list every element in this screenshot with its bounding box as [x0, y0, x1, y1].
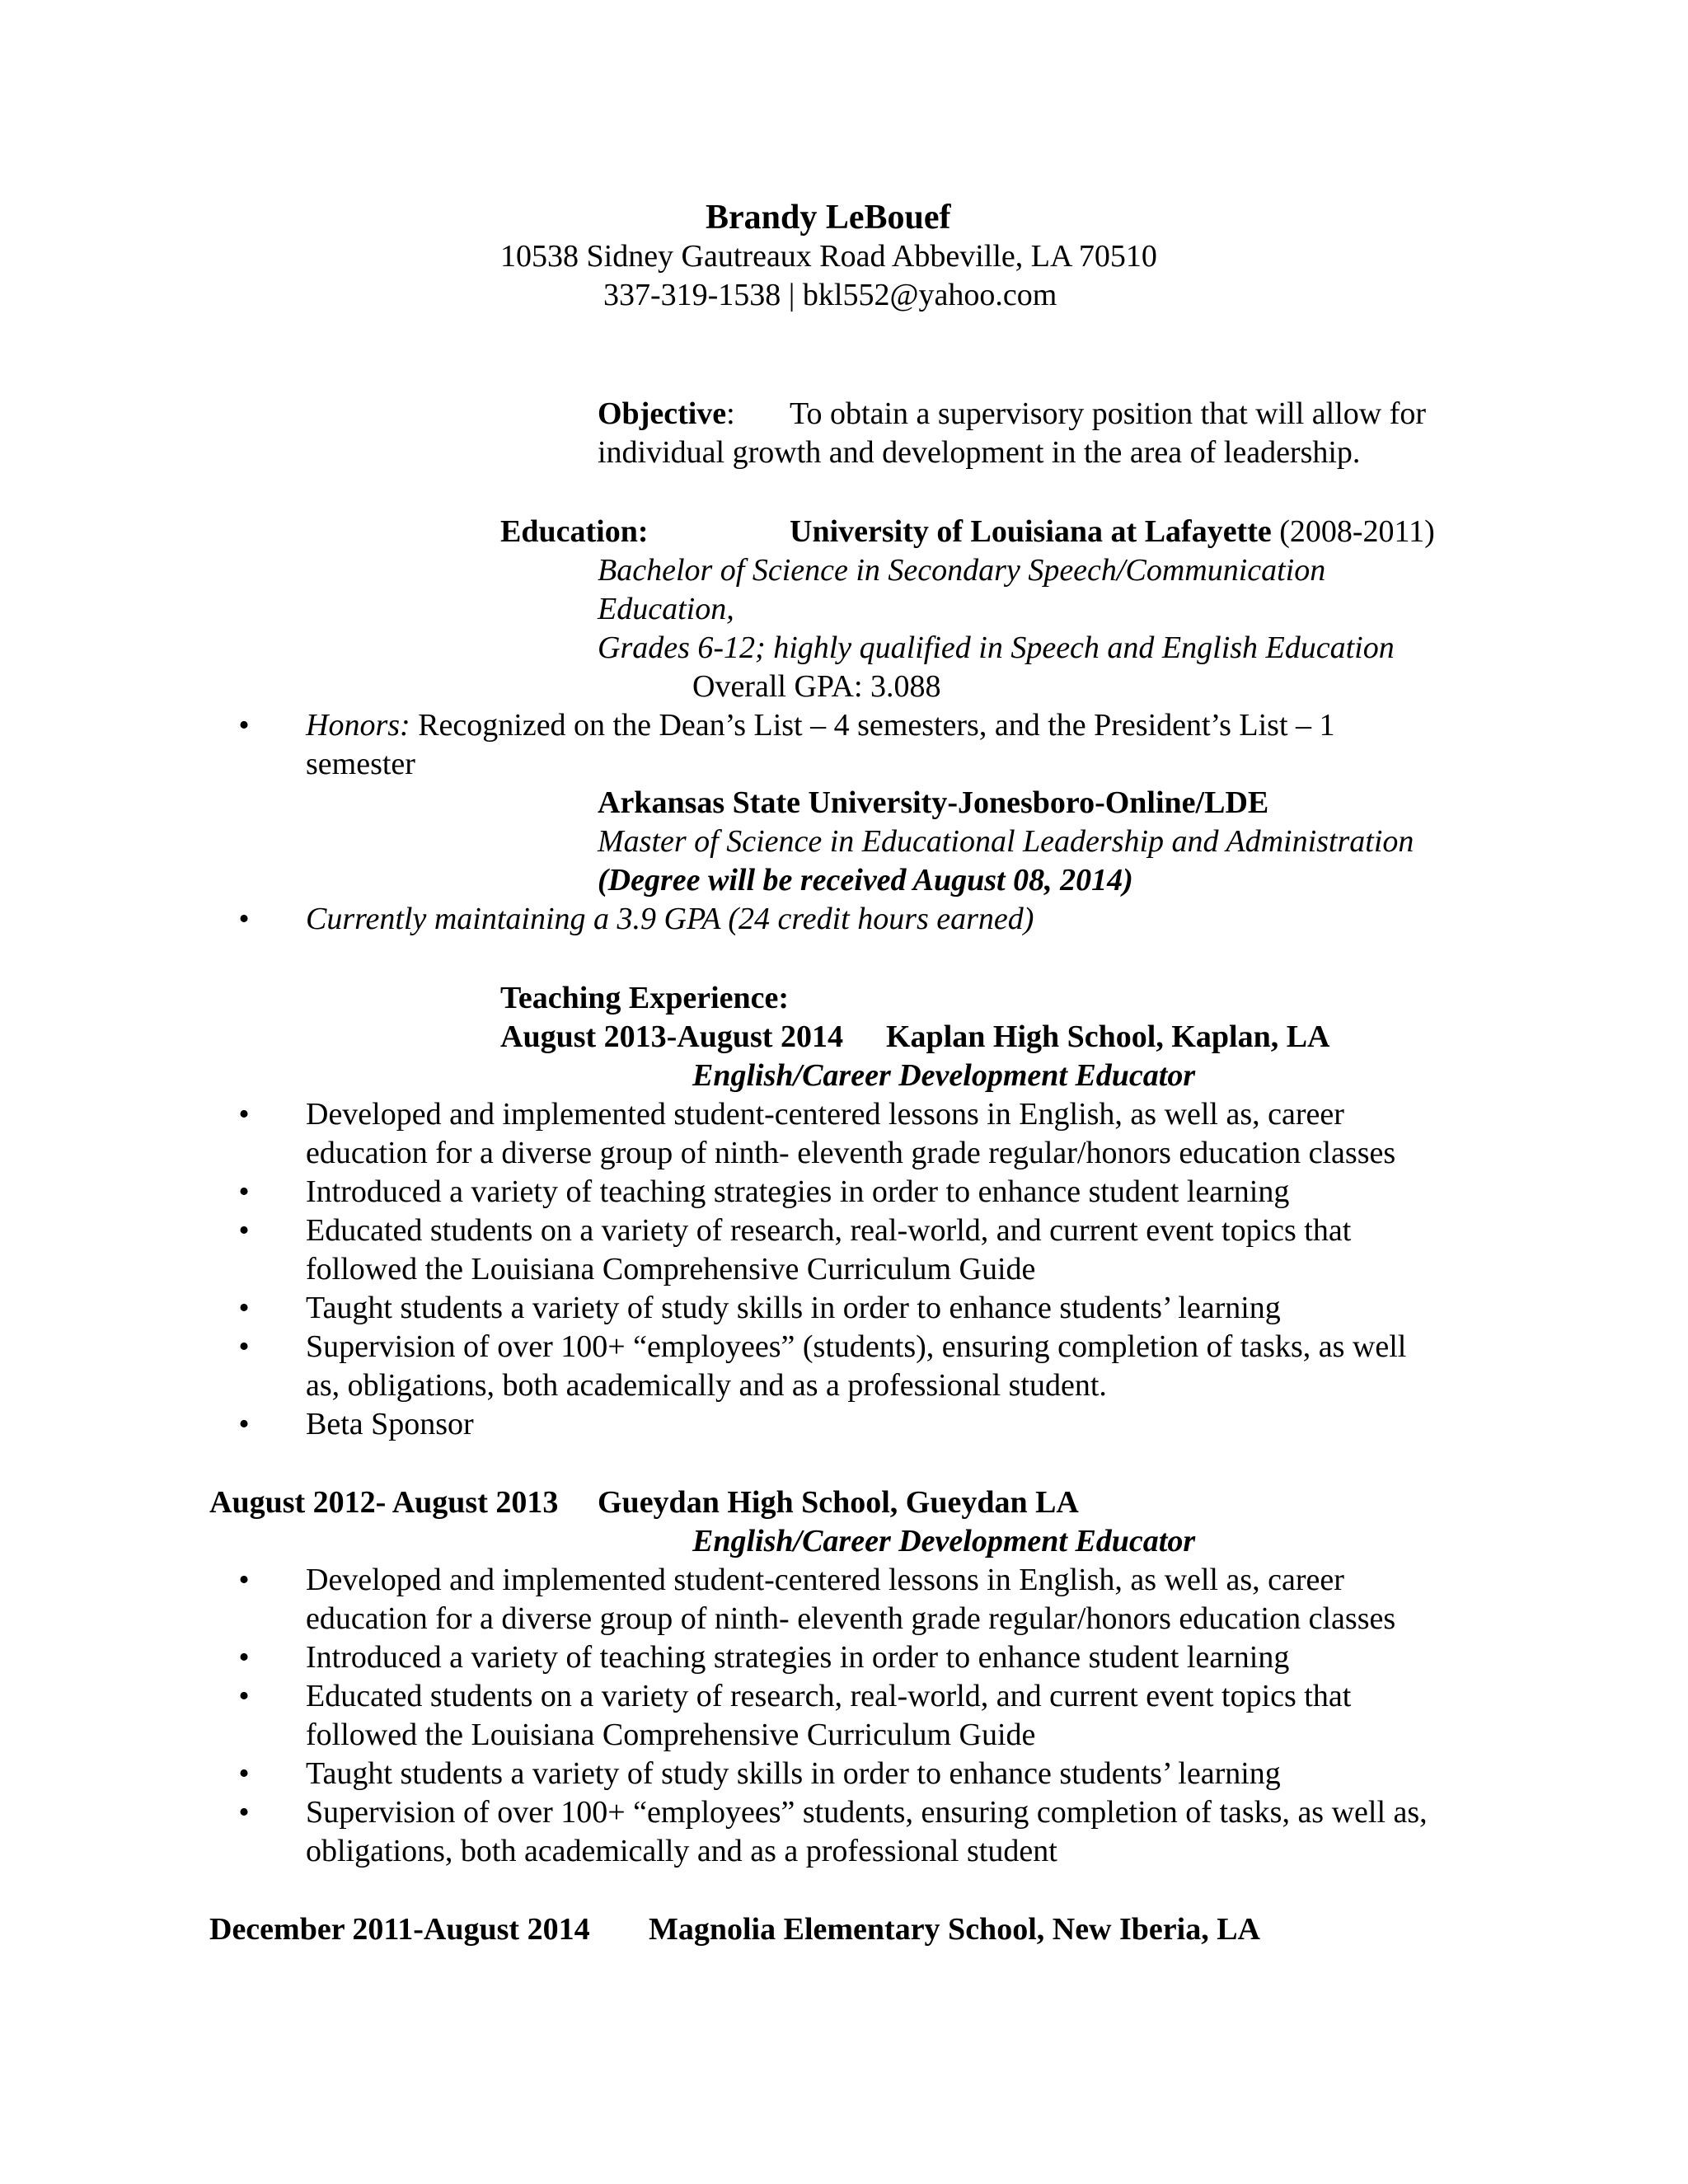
job1-bullet-3-line-1: Educated students on a variety of research, real-world, and current event topics that — [306, 1213, 1352, 1248]
objective-line-1 — [598, 395, 735, 434]
job1-bullet-5-line-1: Supervision of over 100+ “employees” (students), ensuring completion of tasks, as well — [306, 1329, 1407, 1364]
ull-heading — [790, 513, 1435, 551]
bullet: • — [238, 1563, 250, 1597]
objective-colon: : — [726, 396, 735, 431]
ull-degree-line-2: Education, — [598, 592, 734, 626]
bullet: • — [238, 1291, 250, 1325]
candidate-name: Brandy LeBouef — [706, 199, 951, 237]
ull-school: University of Louisiana at Lafayette — [790, 514, 1272, 549]
bullet: • — [238, 1679, 250, 1713]
bullet: • — [238, 1407, 250, 1441]
job1-place: Kaplan High School, Kaplan, LA — [886, 1019, 1330, 1054]
contact-info: 337-319-1538 | bkl552@yahoo.com — [603, 278, 1057, 312]
job2-place: Gueydan High School, Gueydan LA — [598, 1485, 1079, 1520]
job2-bullet-4: Taught students a variety of study skills in order to enhance students’ learning — [306, 1756, 1281, 1791]
education-label: Education: — [500, 514, 649, 549]
bullet: • — [238, 1213, 250, 1248]
job1-title: English/Career Development Educator — [692, 1058, 1196, 1093]
honors-line-1 — [306, 706, 1335, 745]
objective-text-2: individual growth and development in the area of leadership. — [598, 435, 1361, 470]
bullet: • — [238, 902, 250, 936]
bullet: • — [238, 1756, 250, 1791]
job1-bullet-1-line-2: education for a diverse group of ninth- eleventh grade regular/honors education classes — [306, 1136, 1396, 1170]
job1-bullet-3-line-2: followed the Louisiana Comprehensive Curriculum Guide — [306, 1252, 1036, 1286]
bullet: • — [238, 1640, 250, 1675]
address: 10538 Sidney Gautreaux Road Abbeville, LA 70510 — [500, 239, 1157, 274]
job1-bullet-2: Introduced a variety of teaching strategies in order to enhance student learning — [306, 1174, 1290, 1209]
job2-bullet-2: Introduced a variety of teaching strategies in order to enhance student learning — [306, 1640, 1290, 1675]
objective-text-1: To obtain a supervisory position that will allow for — [790, 396, 1427, 431]
job1-bullet-1-line-1: Developed and implemented student-centered lessons in English, as well as, career — [306, 1097, 1344, 1132]
bullet: • — [238, 1329, 250, 1364]
ull-grades: Grades 6-12; highly qualified in Speech and English Education — [598, 630, 1395, 665]
job1-bullet-6: Beta Sponsor — [306, 1407, 474, 1441]
job2-title: English/Career Development Educator — [692, 1524, 1196, 1558]
honors-text: Recognized on the Dean’s List – 4 semesters, and the President’s List – 1 — [418, 708, 1335, 743]
job1-bullet-4: Taught students a variety of study skills in order to enhance students’ learning — [306, 1291, 1281, 1325]
asu-degree: Master of Science in Educational Leadership and Administration — [598, 824, 1414, 859]
job2-bullet-3-line-1: Educated students on a variety of research, real-world, and current event topics that — [306, 1679, 1352, 1713]
bullet: • — [238, 708, 250, 743]
job2-bullet-1-line-2: education for a diverse group of ninth- eleventh grade regular/honors education classes — [306, 1601, 1396, 1636]
asu-school: Arkansas State University-Jonesboro-Online/LDE — [598, 785, 1269, 820]
ull-gpa: Overall GPA: 3.088 — [692, 669, 941, 704]
honors-label: Honors: — [306, 708, 410, 743]
job1-bullet-5-line-2: as, obligations, both academically and as a professional student. — [306, 1368, 1107, 1403]
job3-dates: December 2011-August 2014 — [209, 1912, 590, 1947]
job2-bullet-5-line-2: obligations, both academically and as a professional student — [306, 1834, 1057, 1868]
honors-line-2: semester — [306, 747, 415, 781]
job2-bullet-5-line-1: Supervision of over 100+ “employees” students, ensuring completion of tasks, as well as, — [306, 1795, 1428, 1830]
job2-dates: August 2012- August 2013 — [209, 1485, 559, 1520]
job2-bullet-1-line-1: Developed and implemented student-centered lessons in English, as well as, career — [306, 1563, 1344, 1597]
objective-label: Objective — [598, 396, 727, 431]
job3-place: Magnolia Elementary School, New Iberia, LA — [649, 1912, 1261, 1947]
teaching-heading: Teaching Experience: — [500, 981, 790, 1015]
bullet: • — [238, 1795, 250, 1830]
job1-dates: August 2013-August 2014 — [500, 1019, 843, 1054]
asu-gpa: Currently maintaining a 3.9 GPA (24 credit hours earned) — [306, 902, 1034, 936]
asu-note: (Degree will be received August 08, 2014) — [598, 863, 1133, 898]
job2-bullet-3-line-2: followed the Louisiana Comprehensive Curriculum Guide — [306, 1718, 1036, 1752]
bullet: • — [238, 1097, 250, 1132]
ull-degree-line-1: Bachelor of Science in Secondary Speech/Communication — [598, 553, 1326, 588]
ull-years: (2008-2011) — [1279, 514, 1435, 549]
bullet: • — [238, 1174, 250, 1209]
